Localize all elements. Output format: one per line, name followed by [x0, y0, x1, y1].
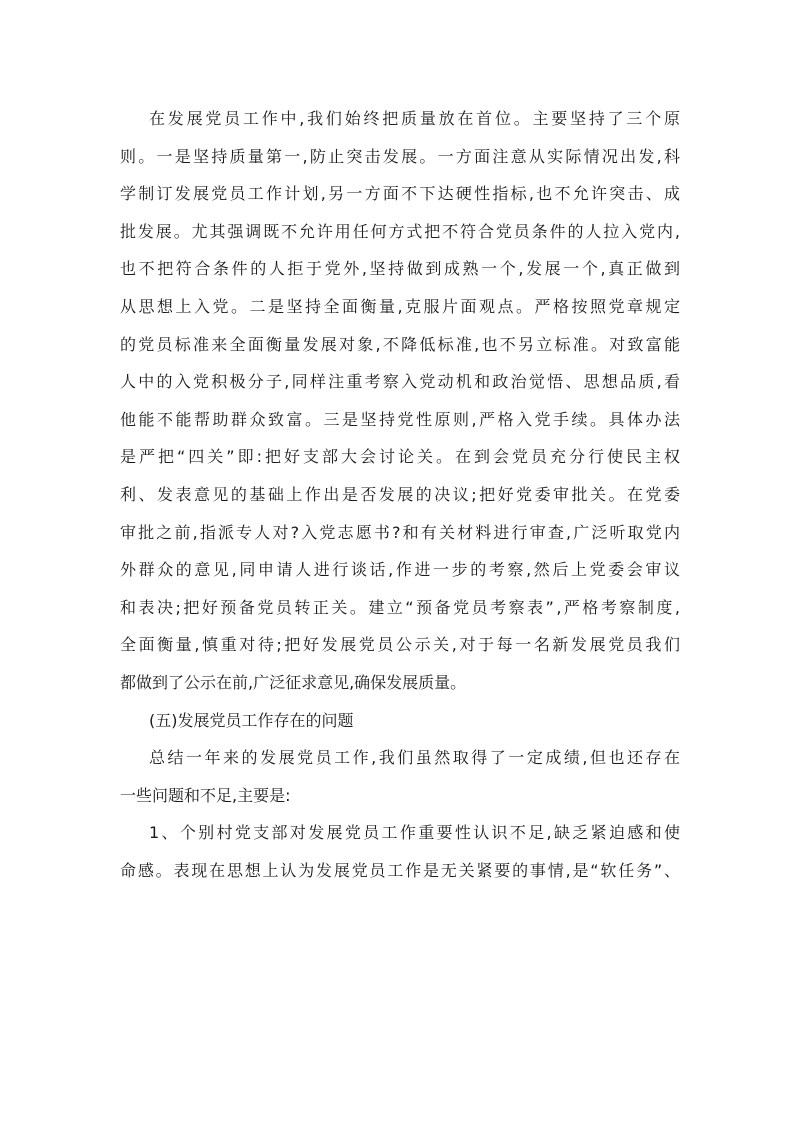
text-line: 也不把符合条件的人拒于党外,坚持做到成熟一个,发展一个,真正做到: [120, 259, 683, 279]
text-line: 1、个别村党支部对发展党员工作重要性认识不足,缺乏紧迫感和使: [149, 823, 683, 843]
text-line: 则。一是坚持质量第一,防止突击发展。一方面注意从实际情况出发,科: [120, 146, 683, 166]
text-line: 全面衡量,慎重对待;把好发展党员公示关,对于每一名新发展党员我们: [120, 635, 683, 655]
text-line: 命感。表现在思想上认为发展党员工作是无关紧要的事情,是“软任务”、: [120, 860, 682, 880]
text-line: 的党员标准来全面衡量发展对象,不降低标准,也不另立标准。对致富能: [120, 334, 683, 354]
text-line: 利、发表意见的基础上作出是否发展的决议;把好党委审批关。在党委: [120, 484, 683, 504]
text-line: 和表决;把好预备党员转正关。建立“预备党员考察表”,严格考察制度,: [120, 597, 683, 617]
text-line: 总结一年来的发展党员工作,我们虽然取得了一定成绩,但也还存在: [149, 748, 683, 768]
text-line: 学制订发展党员工作计划,另一方面不下达硬性指标,也不允许突击、成: [120, 184, 683, 204]
text-line: 外群众的意见,同申请人进行谈话,作进一步的考察,然后上党委会审议: [120, 560, 683, 580]
text-line: 一些问题和不足,主要是:: [120, 785, 291, 805]
document-body: [120, 100, 684, 889]
text-line: 在发展党员工作中,我们始终把质量放在首位。主要坚持了三个原: [149, 109, 683, 128]
text-line: 是严把“四关”即:把好支部大会讨论关。在到会党员充分行使民主权: [120, 447, 684, 467]
text-line: 人中的入党积极分子,同样注重考察入党动机和政治觉悟、思想品质,看: [120, 372, 683, 392]
text-line: 审批之前,指派专人对?入党志愿书?和有关材料进行审查,广泛听取党内: [120, 522, 683, 542]
paragraph-lines: [120, 100, 684, 889]
text-line: 批发展。尤其强调既不允许用任何方式把不符合党员条件的人拉入党内,: [120, 221, 682, 241]
text-line: 都做到了公示在前,广泛征求意见,确保发展质量。: [120, 672, 467, 692]
text-line: (五)发展党员工作存在的问题: [149, 710, 354, 730]
text-line: 他能不能帮助群众致富。三是坚持党性原则,严格入党手续。具体办法: [120, 409, 683, 429]
text-line: 从思想上入党。二是坚持全面衡量,克服片面观点。严格按照党章规定: [120, 296, 683, 316]
